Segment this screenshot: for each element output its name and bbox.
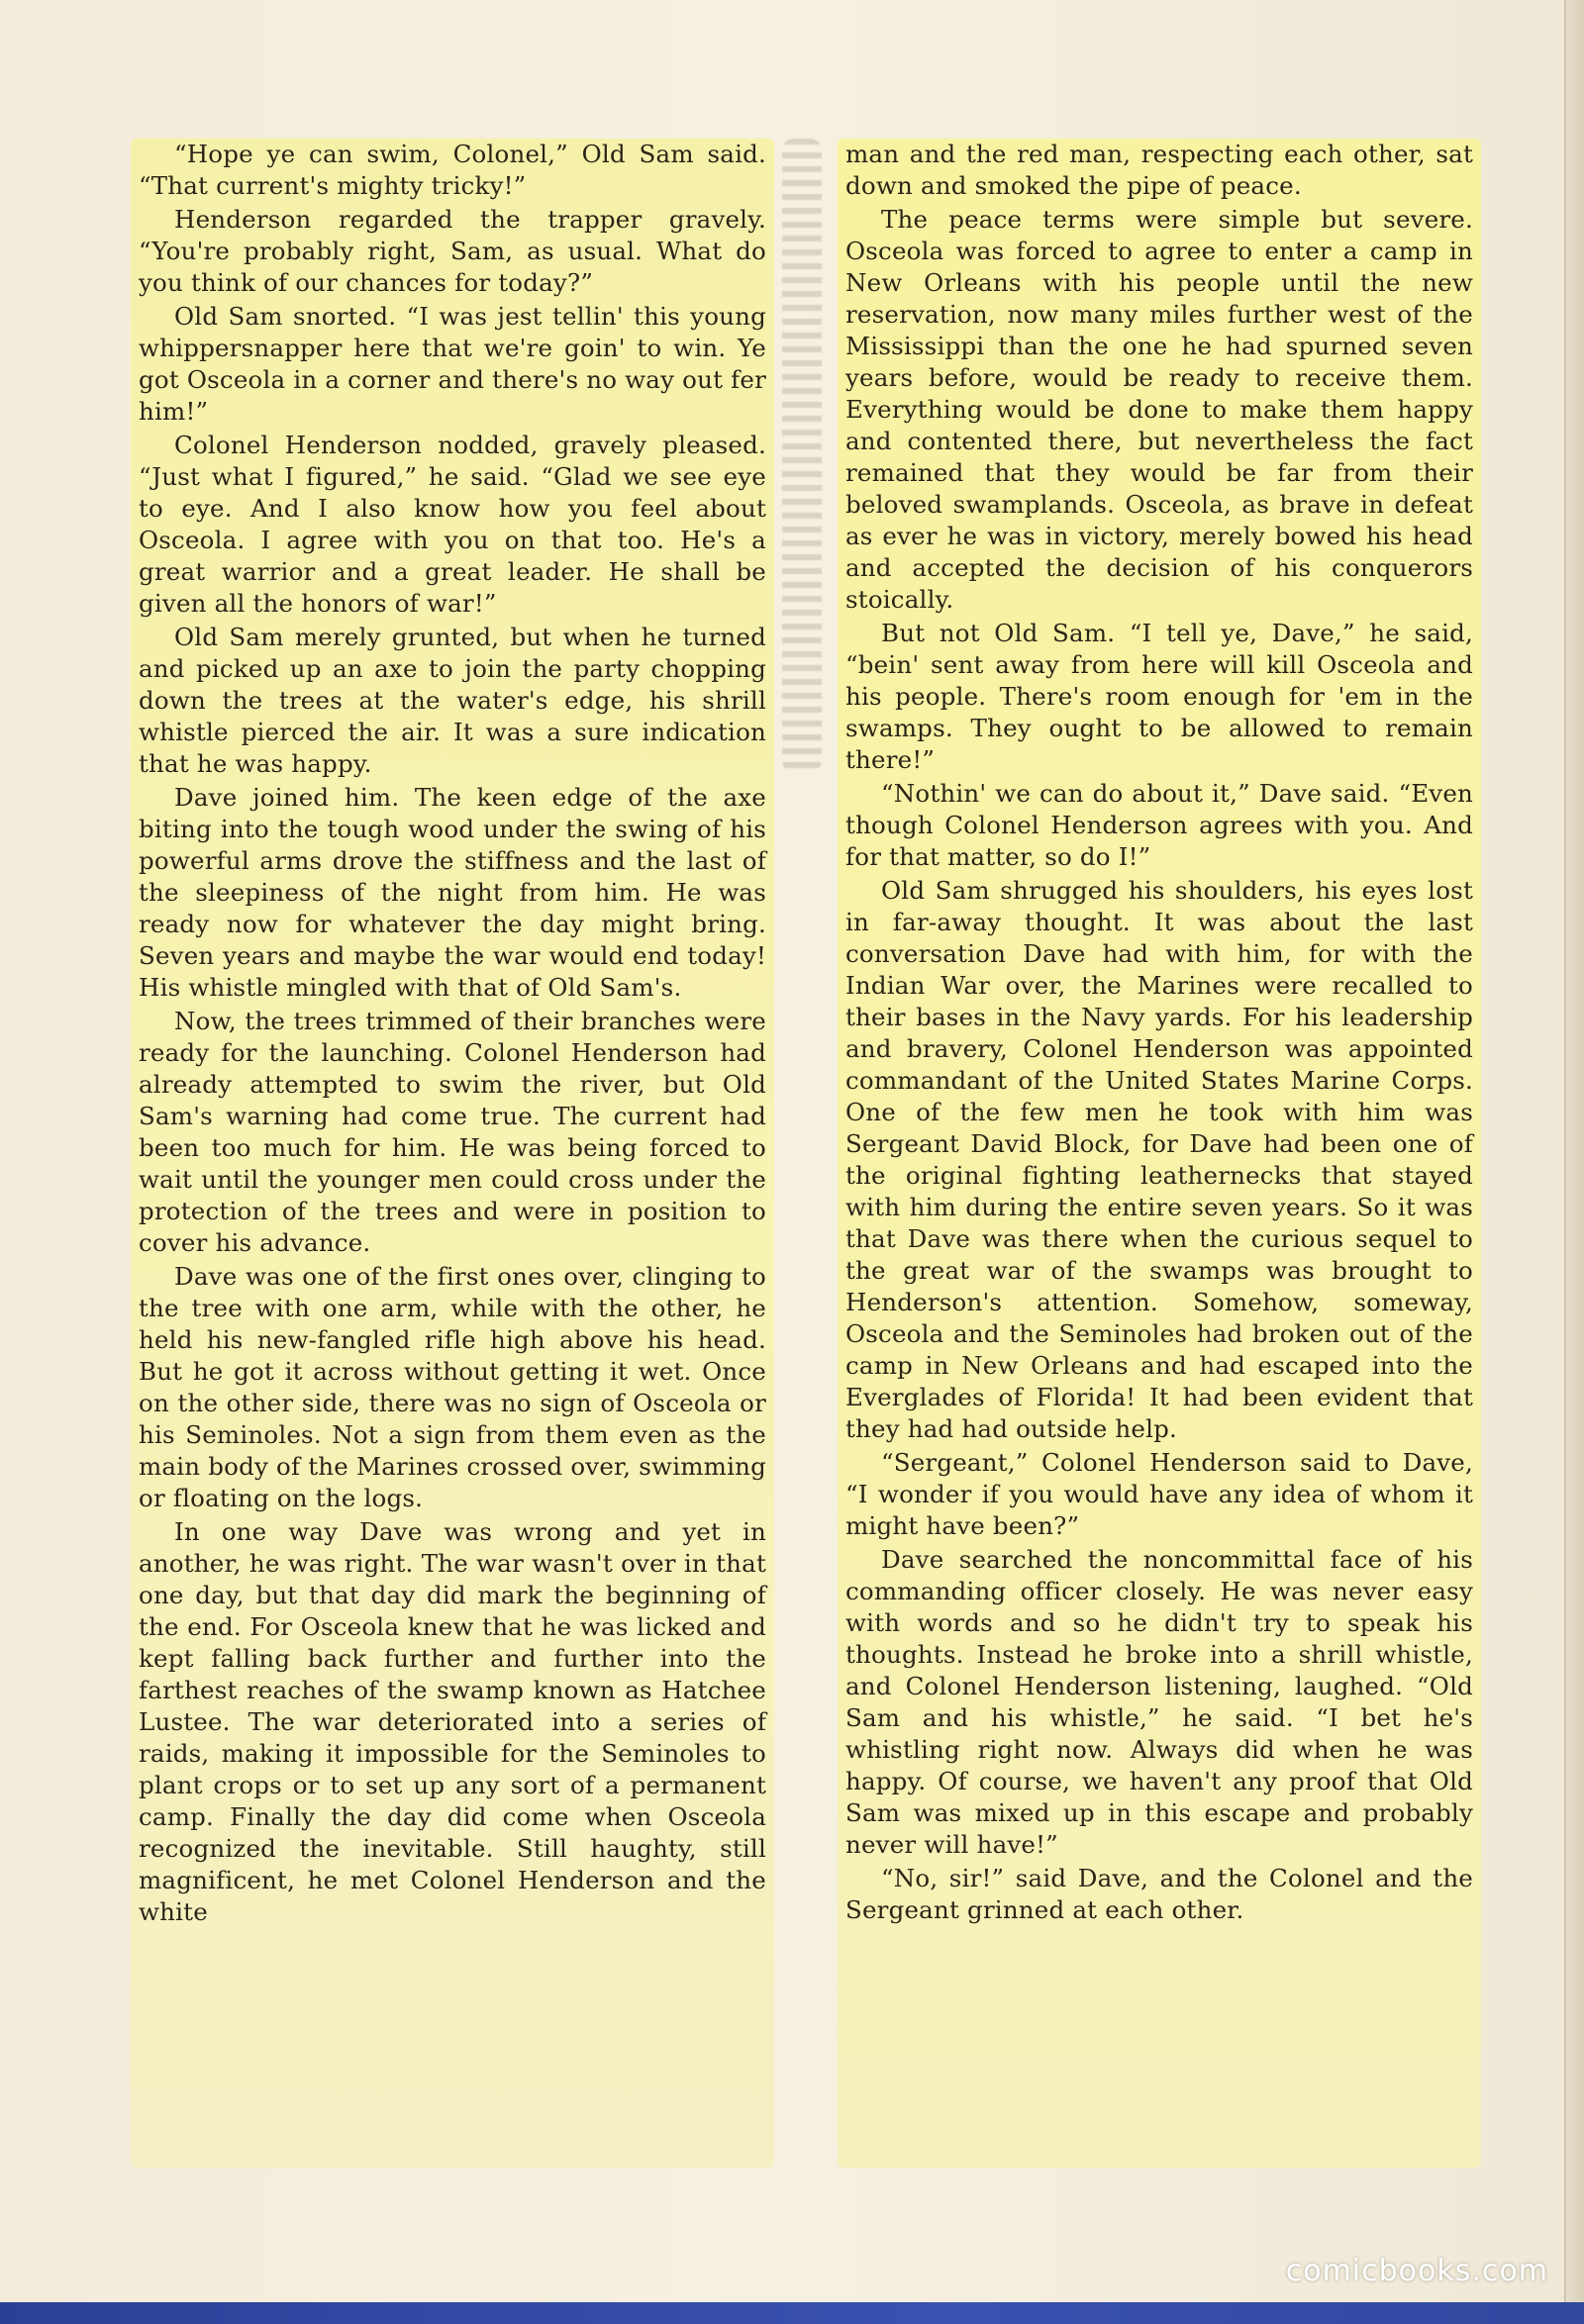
paragraph: “No, sir!” said Dave, and the Colonel and the Sergeant grinned at each other. <box>845 1864 1473 1924</box>
paragraph: Dave joined him. The keen edge of the axe biting into the tough wood under the swing of his powerful arms drove the stiffness and the last of the sleepiness of the night from him. He was ready now for whatever the day might bring. Seven years and maybe the war would end today! His whistle mingled with that of Old Sam's. <box>139 783 766 1002</box>
paragraph: Old Sam merely grunted, but when he turned and picked up an axe to join the party chopping down the trees at the water's edge, his shrill whistle pierced the air. It was a sure indication that he was happy. <box>139 623 766 778</box>
paragraph: Old Sam snorted. “I was jest tellin' this young whippersnapper here that we're goin' to win. Ye got Osceola in a corner and there's no way out fer him!” <box>139 302 766 426</box>
page-spine <box>1564 0 1584 2324</box>
scan-edge-strip <box>0 2302 1584 2324</box>
left-text-column <box>131 139 774 2168</box>
paragraph: “Sergeant,” Colonel Henderson said to Dave, “I wonder if you would have any idea of whom it might have been?” <box>845 1448 1473 1540</box>
paragraph: But not Old Sam. “I tell ye, Dave,” he said, “bein' sent away from here will kill Osceola and his people. There's room enough for 'em in the swamps. They ought to be allowed to remain there!” <box>845 619 1473 774</box>
paragraph: In one way Dave was wrong and yet in another, he was right. The war wasn't over in that one day, but that day did mark the beginning of the end. For Osceola knew that he was licked and kept falling back further and further into the farthest reaches of the swamp known as Hatchee Lustee. The war deteriorated into a series of raids, making it impossible for the Seminoles to plant crops or to set up any sort of a permanent camp. Finally the day did come when Osceola recognized the inevitable. Still haughty, still magnificent, he met Colonel Henderson and the white <box>139 1517 766 1926</box>
paragraph: The peace terms were simple but severe. Osceola was forced to agree to enter a camp in New Orleans with his people until the new reservation, now many miles further west of the Mississippi than the one he had spurned seven years before, would be ready to receive them. Everything would be done to make them happy and contented there, but nevertheless the fact remained that they would be far from their beloved swamplands. Osceola, as brave in defeat as ever he was in victory, merely bowed his head and accepted the decision of his conquerors stoically. <box>845 205 1473 614</box>
paragraph: Dave was one of the first ones over, clinging to the tree with one arm, while with the other, he held his new-fangled rifle high above his head. But he got it across without getting it wet. Once on the other side, there was no sign of Osceola or his Seminoles. Not a sign from them even as the main body of the Marines crossed over, swimming or floating on the logs. <box>139 1262 766 1512</box>
paragraph: Old Sam shrugged his shoulders, his eyes lost in far-away thought. It was about the last conversation Dave had with him, for with the Indian War over, the Marines were recalled to their bases in the Navy yards. For his leadership and bravery, Colonel Henderson was appointed commandant of the United States Marine Corps. One of the few men he took with him was Sergeant David Block, for Dave had been one of the original fighting leathernecks that stayed with him during the entire seven years. So it was that Dave was there when the curious sequel to the great war of the swamps was brought to Henderson's attention. Somehow, someway, Osceola and the Seminoles had broken out of the camp in New Orleans and had escaped into the Everglades of Florida! It had been evident that they had had outside help. <box>845 876 1473 1443</box>
right-text-column <box>838 139 1481 2168</box>
paragraph: Dave searched the noncommittal face of his commanding officer closely. He was never easy with words and so he didn't try to speak his thoughts. Instead he broke into a shrill whistle, and Colonel Henderson listening, laughed. “Old Sam and his whistle,” he said. “I bet he's whistling right now. Always did when he was happy. Of course, we haven't any proof that Old Sam was mixed up in this escape and probably never will have!” <box>845 1545 1473 1859</box>
paragraph: “Hope ye can swim, Colonel,” Old Sam said. “That current's mighty tricky!” <box>139 140 766 200</box>
paragraph: Colonel Henderson nodded, gravely pleased. “Just what I figured,” he said. “Glad we see eye to eye. And I also know how you feel about Osceola. I agree with you on that too. He's a great warrior and a great leader. He shall be given all the honors of war!” <box>139 431 766 618</box>
paragraph: Now, the trees trimmed of their branches were ready for the launching. Colonel Henderson had already attempted to swim the river, but Old Sam's warning had come true. The current had been too much for him. He was being forced to wait until the younger men could cross under the protection of the trees and were in position to cover his advance. <box>139 1007 766 1257</box>
column-gutter-ornament <box>782 139 822 772</box>
watermark: comicbooks.com <box>1285 2254 1548 2288</box>
paragraph: “Nothin' we can do about it,” Dave said. “Even though Colonel Henderson agrees with you. And for that matter, so do I!” <box>845 779 1473 871</box>
paragraph: Henderson regarded the trapper gravely. “You're probably right, Sam, as usual. What do you think of our chances for today?” <box>139 205 766 297</box>
paragraph-continuation: man and the red man, respecting each other, sat down and smoked the pipe of peace. <box>845 140 1473 200</box>
